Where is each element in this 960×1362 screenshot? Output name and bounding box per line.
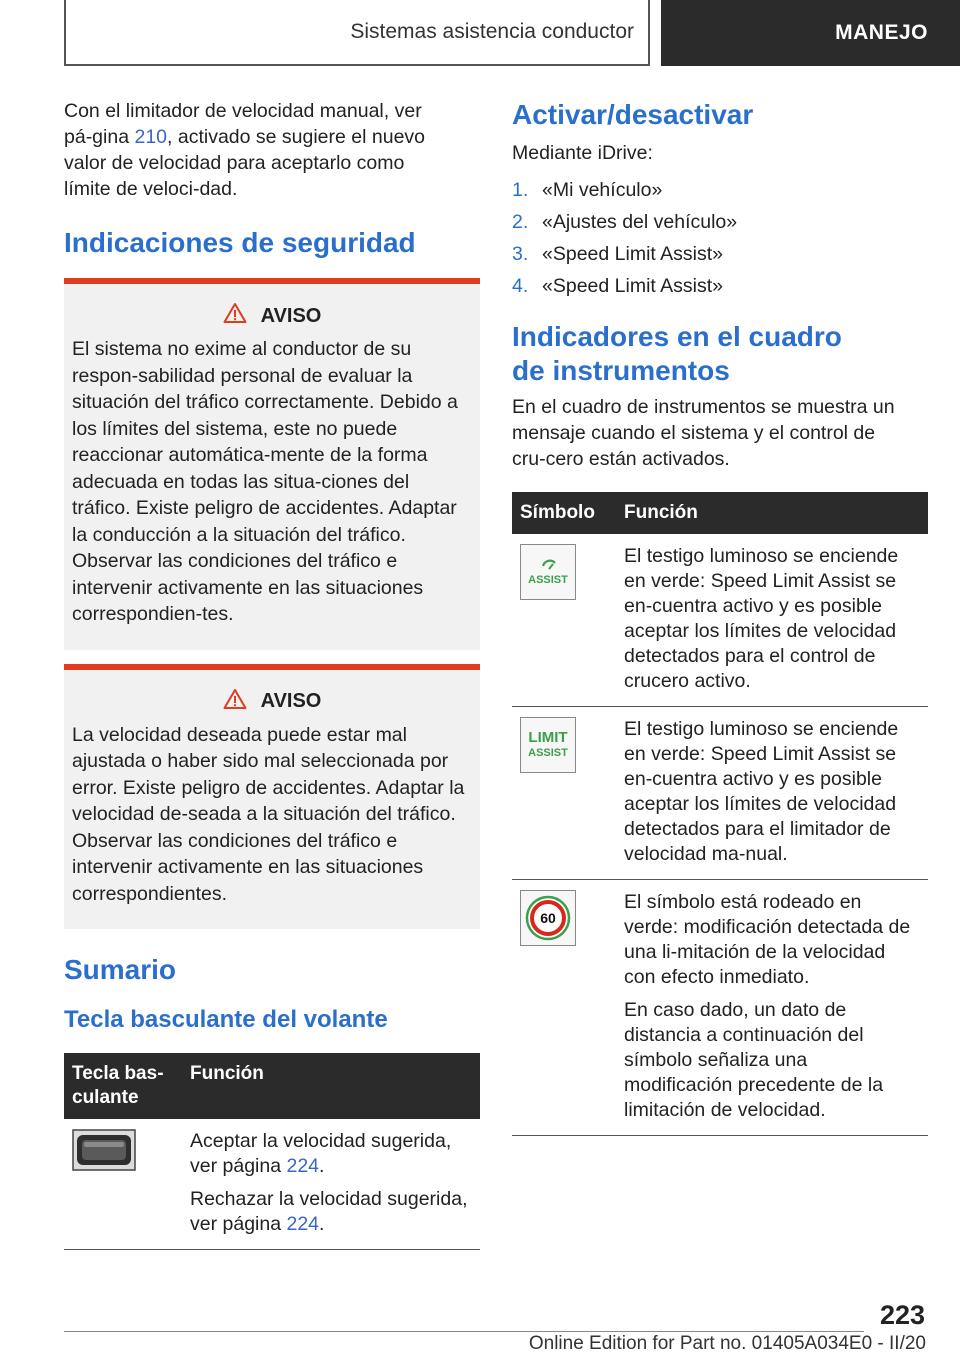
table-header-key: Tecla bas-culante	[64, 1053, 182, 1119]
assist-icon	[520, 544, 576, 600]
function-text-note: En caso dado, un dato de distancia a continuación del símbolo señaliza una modificación precedente de la limitación de velocidad.	[624, 999, 884, 1121]
list-item: 1. «Mi vehículo»	[512, 179, 663, 201]
safety-heading: Indicaciones de seguridad	[64, 227, 416, 258]
page-link-224[interactable]: 224	[286, 1155, 320, 1177]
table-row	[512, 534, 928, 707]
warning-triangle-icon	[223, 302, 247, 330]
footer-edition: Online Edition for Part no. 01405A034E0 - II/20	[528, 1333, 926, 1354]
reject-text: Rechazar la velocidad sugerida, ver página 224.	[190, 1188, 468, 1235]
via-idrive: Mediante iDrive:	[512, 142, 653, 164]
table-header-function: Función	[182, 1053, 480, 1119]
accept-text: Aceptar la velocidad sugerida, ver página 224.	[190, 1130, 452, 1177]
chapter-title: MANEJO	[835, 21, 928, 44]
indicators-table	[512, 492, 928, 1136]
page-link-224[interactable]: 224	[286, 1213, 320, 1235]
function-text: El testigo luminoso se enciende en verde: Speed Limit Assist se en-cuentra activo y es posible aceptar los límites de velocidad detectados para el control de crucero activo.	[624, 545, 899, 692]
limit-assist-icon	[520, 717, 576, 773]
function-text: El símbolo está rodeado en verde: modificación detectada de una li-mitación de la velocidad con efecto inmediato.	[624, 891, 911, 988]
rocker-switch-icon	[72, 1154, 136, 1176]
intro-paragraph: Con el limitador de velocidad manual, ver pá-gina 210, activado se sugiere el nuevo valor de velocidad para aceptarlo como límite de veloci-dad.	[64, 100, 426, 200]
header-section	[64, 0, 650, 66]
warning-text: La velocidad deseada puede estar mal ajustada o haber sido mal seleccionada por error. Existe peligro de accidentes. Adaptar la velocidad de-seada a la situación del tráfico. Observar las condiciones del tráfico e intervenir activamente en las situaciones correspondientes.	[72, 723, 465, 905]
table-header-function: Función	[616, 492, 928, 534]
table-row	[512, 880, 928, 1136]
indicators-text: En el cuadro de instrumentos se muestra un mensaje cuando el sistema y el control de cru-cero están activados.	[512, 396, 895, 470]
function-text: El testigo luminoso se enciende en verde: Speed Limit Assist se en-cuentra activo y es posible aceptar los límites de velocidad detectados para el limitador de velocidad ma-nual.	[624, 718, 899, 865]
page-number: 223	[880, 1300, 926, 1330]
speed-limit-sign-icon	[520, 890, 576, 946]
table-header-symbol: Símbolo	[512, 492, 616, 534]
rocker-heading: Tecla basculante del volante	[64, 1006, 388, 1033]
activate-heading: Activar/desactivar	[512, 99, 754, 130]
table-row	[512, 707, 928, 880]
warning-label: AVISO	[260, 690, 322, 712]
svg-text:LIMIT: LIMIT	[528, 729, 568, 746]
rocker-table	[64, 1053, 480, 1250]
svg-text:ASSIST: ASSIST	[528, 574, 568, 586]
list-item: 2. «Ajustes del vehículo»	[512, 211, 738, 233]
steps-list	[512, 174, 928, 302]
svg-text:ASSIST: ASSIST	[528, 747, 568, 759]
table-row	[64, 1119, 480, 1250]
list-item: 4. «Speed Limit Assist»	[512, 275, 724, 297]
footer-divider	[64, 1331, 864, 1332]
warning-text: El sistema no exime al conductor de su respon-sabilidad personal de evaluar la situación del tráfico correctamente. Debido a los límites del sistema, este no puede reaccionar automática-mente de la forma adecuada en todas las situa-ciones del tráfico. Existe peligro de accidentes. Adaptar la conducción a la situación del tráfico. Observar las condiciones del tráfico e intervenir activamente en las situaciones correspondien-tes.	[72, 338, 458, 625]
indicators-heading: Indicadores en el cuadro de instrumentos	[512, 321, 842, 386]
header-chapter	[661, 0, 960, 66]
warning-triangle-icon	[223, 688, 247, 716]
summary-heading: Sumario	[64, 954, 177, 985]
warning-box-2	[64, 664, 480, 930]
svg-text:60: 60	[540, 910, 556, 926]
page-link-210[interactable]: 210	[134, 126, 168, 148]
right-column	[512, 98, 928, 1136]
warning-box-1	[64, 278, 480, 650]
left-column	[64, 98, 480, 1250]
section-title: Sistemas asistencia conductor	[350, 20, 634, 43]
warning-label: AVISO	[260, 304, 322, 327]
list-item: 3. «Speed Limit Assist»	[512, 243, 724, 265]
